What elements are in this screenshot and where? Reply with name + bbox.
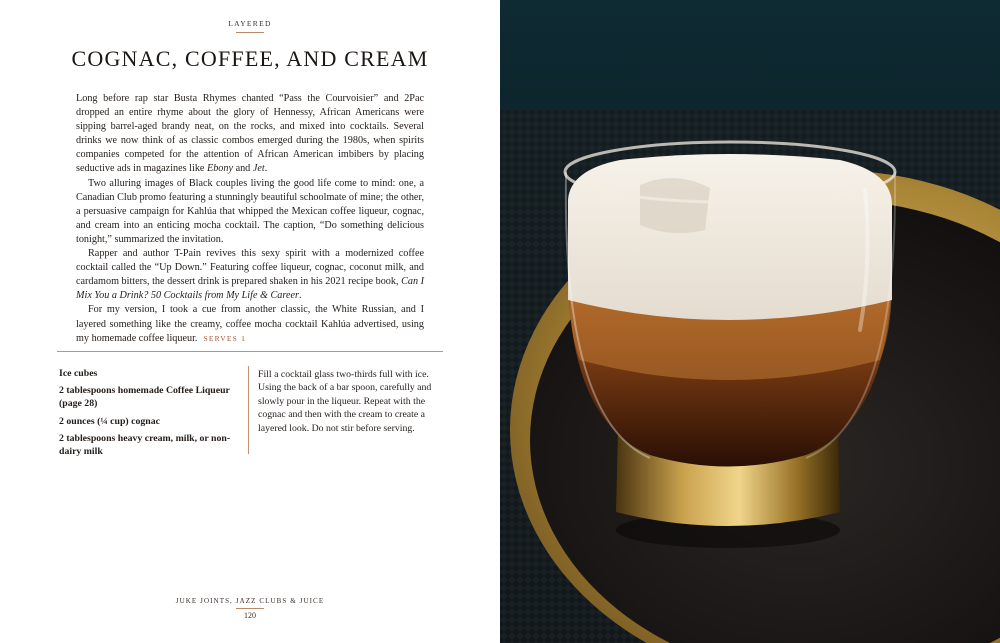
paragraph-4: For my version, I took a cue from another classic, the White Russian, and I layered something like the creamy, coffee mocha cocktail Kahlúa advertised, using my homemade coffee liqueur. SERVES 1: [76, 304, 424, 344]
paragraph-3: Rapper and author T-Pain revives this sexy spirit with a modernized coffee cocktail called the “Up Down.” Featuring coffee liqueur, cognac, coconut milk, and cardamom bitters, the dessert drink is prepared shaken in his 2021 recipe book, Can I Mix You a Drink? 50 Cocktails from My Life & Career.: [76, 248, 425, 302]
cocktail-photo: [500, 0, 1000, 643]
serves-label: SERVES 1: [203, 333, 247, 343]
section-divider: [57, 351, 443, 352]
recipe-title: COGNAC, COFFEE, AND CREAM: [71, 46, 429, 71]
paragraph-1: Long before rap star Busta Rhymes chanted “Pass the Courvoisier” and 2Pac dropped an entire rhyme about the glory of Hennessy, African Americans were sipping barrel-aged brandy neat, on the rocks, and mixed into cocktails. Several drinks we now think of as classic combos emerged during the 1980s, when spirits companies competed for the attention of African American imbibers by placing seductive ads in magazines like Ebony and Jet.: [76, 93, 424, 175]
page-number: 120: [244, 611, 256, 620]
ingredient-item: 2 ounces (¼ cup) cognac: [59, 415, 160, 427]
column-divider: [248, 366, 249, 454]
section-rule: [236, 32, 264, 33]
magazine-ebony: Ebony: [206, 163, 234, 175]
ice-cube-shadow: [640, 178, 710, 233]
ingredient-item: Ice cubes: [59, 368, 98, 379]
cocktail-illustration: [500, 0, 1000, 643]
ingredient-list: [59, 368, 239, 463]
cream-layer: [568, 154, 892, 320]
footer-rule: [236, 608, 264, 609]
section-label: LAYERED: [228, 19, 272, 28]
footer-book-title: JUKE JOINTS, JAZZ CLUBS & JUICE: [175, 597, 325, 605]
ingredient-item: 2 tablespoons heavy cream, milk, or non-dairy milk: [59, 432, 231, 457]
intro-text: [76, 92, 424, 346]
magazine-jet: Jet: [252, 163, 265, 175]
book-reference: Can I Mix You a Drink? 50 Cocktails from My Life & Career: [76, 276, 425, 302]
ingredient-item: 2 tablespoons homemade Coffee Liqueur (page 28): [59, 385, 230, 410]
method-text: Fill a cocktail glass two-thirds full with ice. Using the back of a bar spoon, carefully and slowly pour in the liqueur. Repeat with the cognac and then with the cream to create a layered look. Do not stir before serving.: [258, 369, 432, 434]
paragraph-2: Two alluring images of Black couples living the good life come to mind: one, a Canadian Club promo featuring a stunningly beautiful schoolmate of mine; the other, a persuasive campaign for Kahlúa that whipped the Mexican coffee liqueur, cognac, and cream into an enticing mocha cocktail. The caption, “Do something delicious tonight,” summarized the invitation.: [76, 177, 424, 245]
